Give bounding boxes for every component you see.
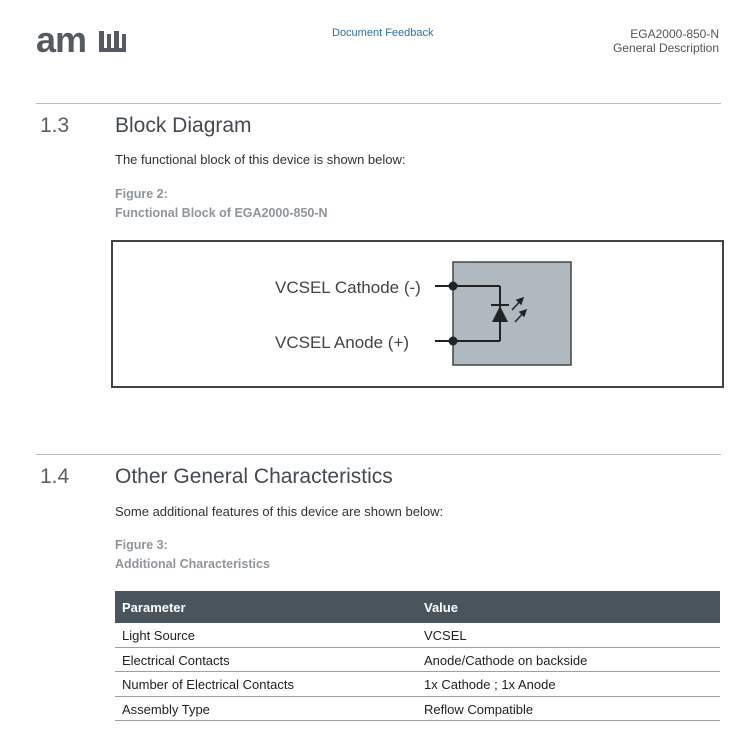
section-title: Block Diagram [115, 114, 252, 137]
table-cell: Electrical Contacts [122, 652, 230, 668]
figure-label: Figure 2: [115, 187, 168, 201]
table-row [115, 623, 720, 648]
anode-label: VCSEL Anode (+) [275, 333, 410, 352]
table-header [115, 591, 720, 623]
chip-body [453, 262, 571, 365]
vcsel-schematic [113, 242, 722, 386]
table-cell: Assembly Type [122, 701, 210, 717]
header-doc-info [613, 27, 719, 55]
table-cell: 1x Cathode ; 1x Anode [424, 677, 556, 692]
table-cell: Anode/Cathode on backside [424, 652, 588, 668]
table-row [115, 697, 720, 722]
figure-caption [115, 536, 270, 574]
table-row [115, 648, 720, 673]
section-intro: The functional block of this device is shown below: [115, 152, 406, 167]
figure-caption [115, 185, 328, 223]
table-row [115, 672, 720, 697]
section-divider [36, 103, 721, 104]
section-number: 1.3 [40, 114, 70, 137]
cathode-label: VCSEL Cathode (-) [275, 278, 421, 297]
column-header-parameter: Parameter [122, 600, 186, 615]
document-feedback-link[interactable]: Document Feedback [332, 27, 434, 39]
column-header-value: Value [424, 600, 458, 615]
section-intro: Some additional features of this device are shown below: [115, 504, 444, 519]
section-divider [36, 454, 721, 455]
table-cell: Light Source [122, 628, 195, 643]
doc-id: EGA2000-850-N [630, 27, 719, 41]
block-diagram [111, 240, 724, 388]
characteristics-table [115, 591, 720, 721]
figure-title: Functional Block of EGA2000-850-N [115, 206, 328, 220]
doc-section: General Description [612, 41, 719, 55]
table-cell: VCSEL [424, 628, 467, 643]
anode-pin [449, 337, 458, 346]
figure-title: Additional Characteristics [115, 557, 270, 571]
ams-logo [36, 22, 132, 61]
cathode-pin [449, 282, 458, 291]
section-title: Other General Characteristics [115, 465, 393, 488]
svg-text:am: am [36, 22, 87, 56]
figure-label: Figure 3: [115, 538, 168, 552]
table-cell: Reflow Compatible [424, 701, 534, 717]
table-cell: Number of Electrical Contacts [122, 677, 294, 692]
section-number: 1.4 [40, 465, 70, 488]
